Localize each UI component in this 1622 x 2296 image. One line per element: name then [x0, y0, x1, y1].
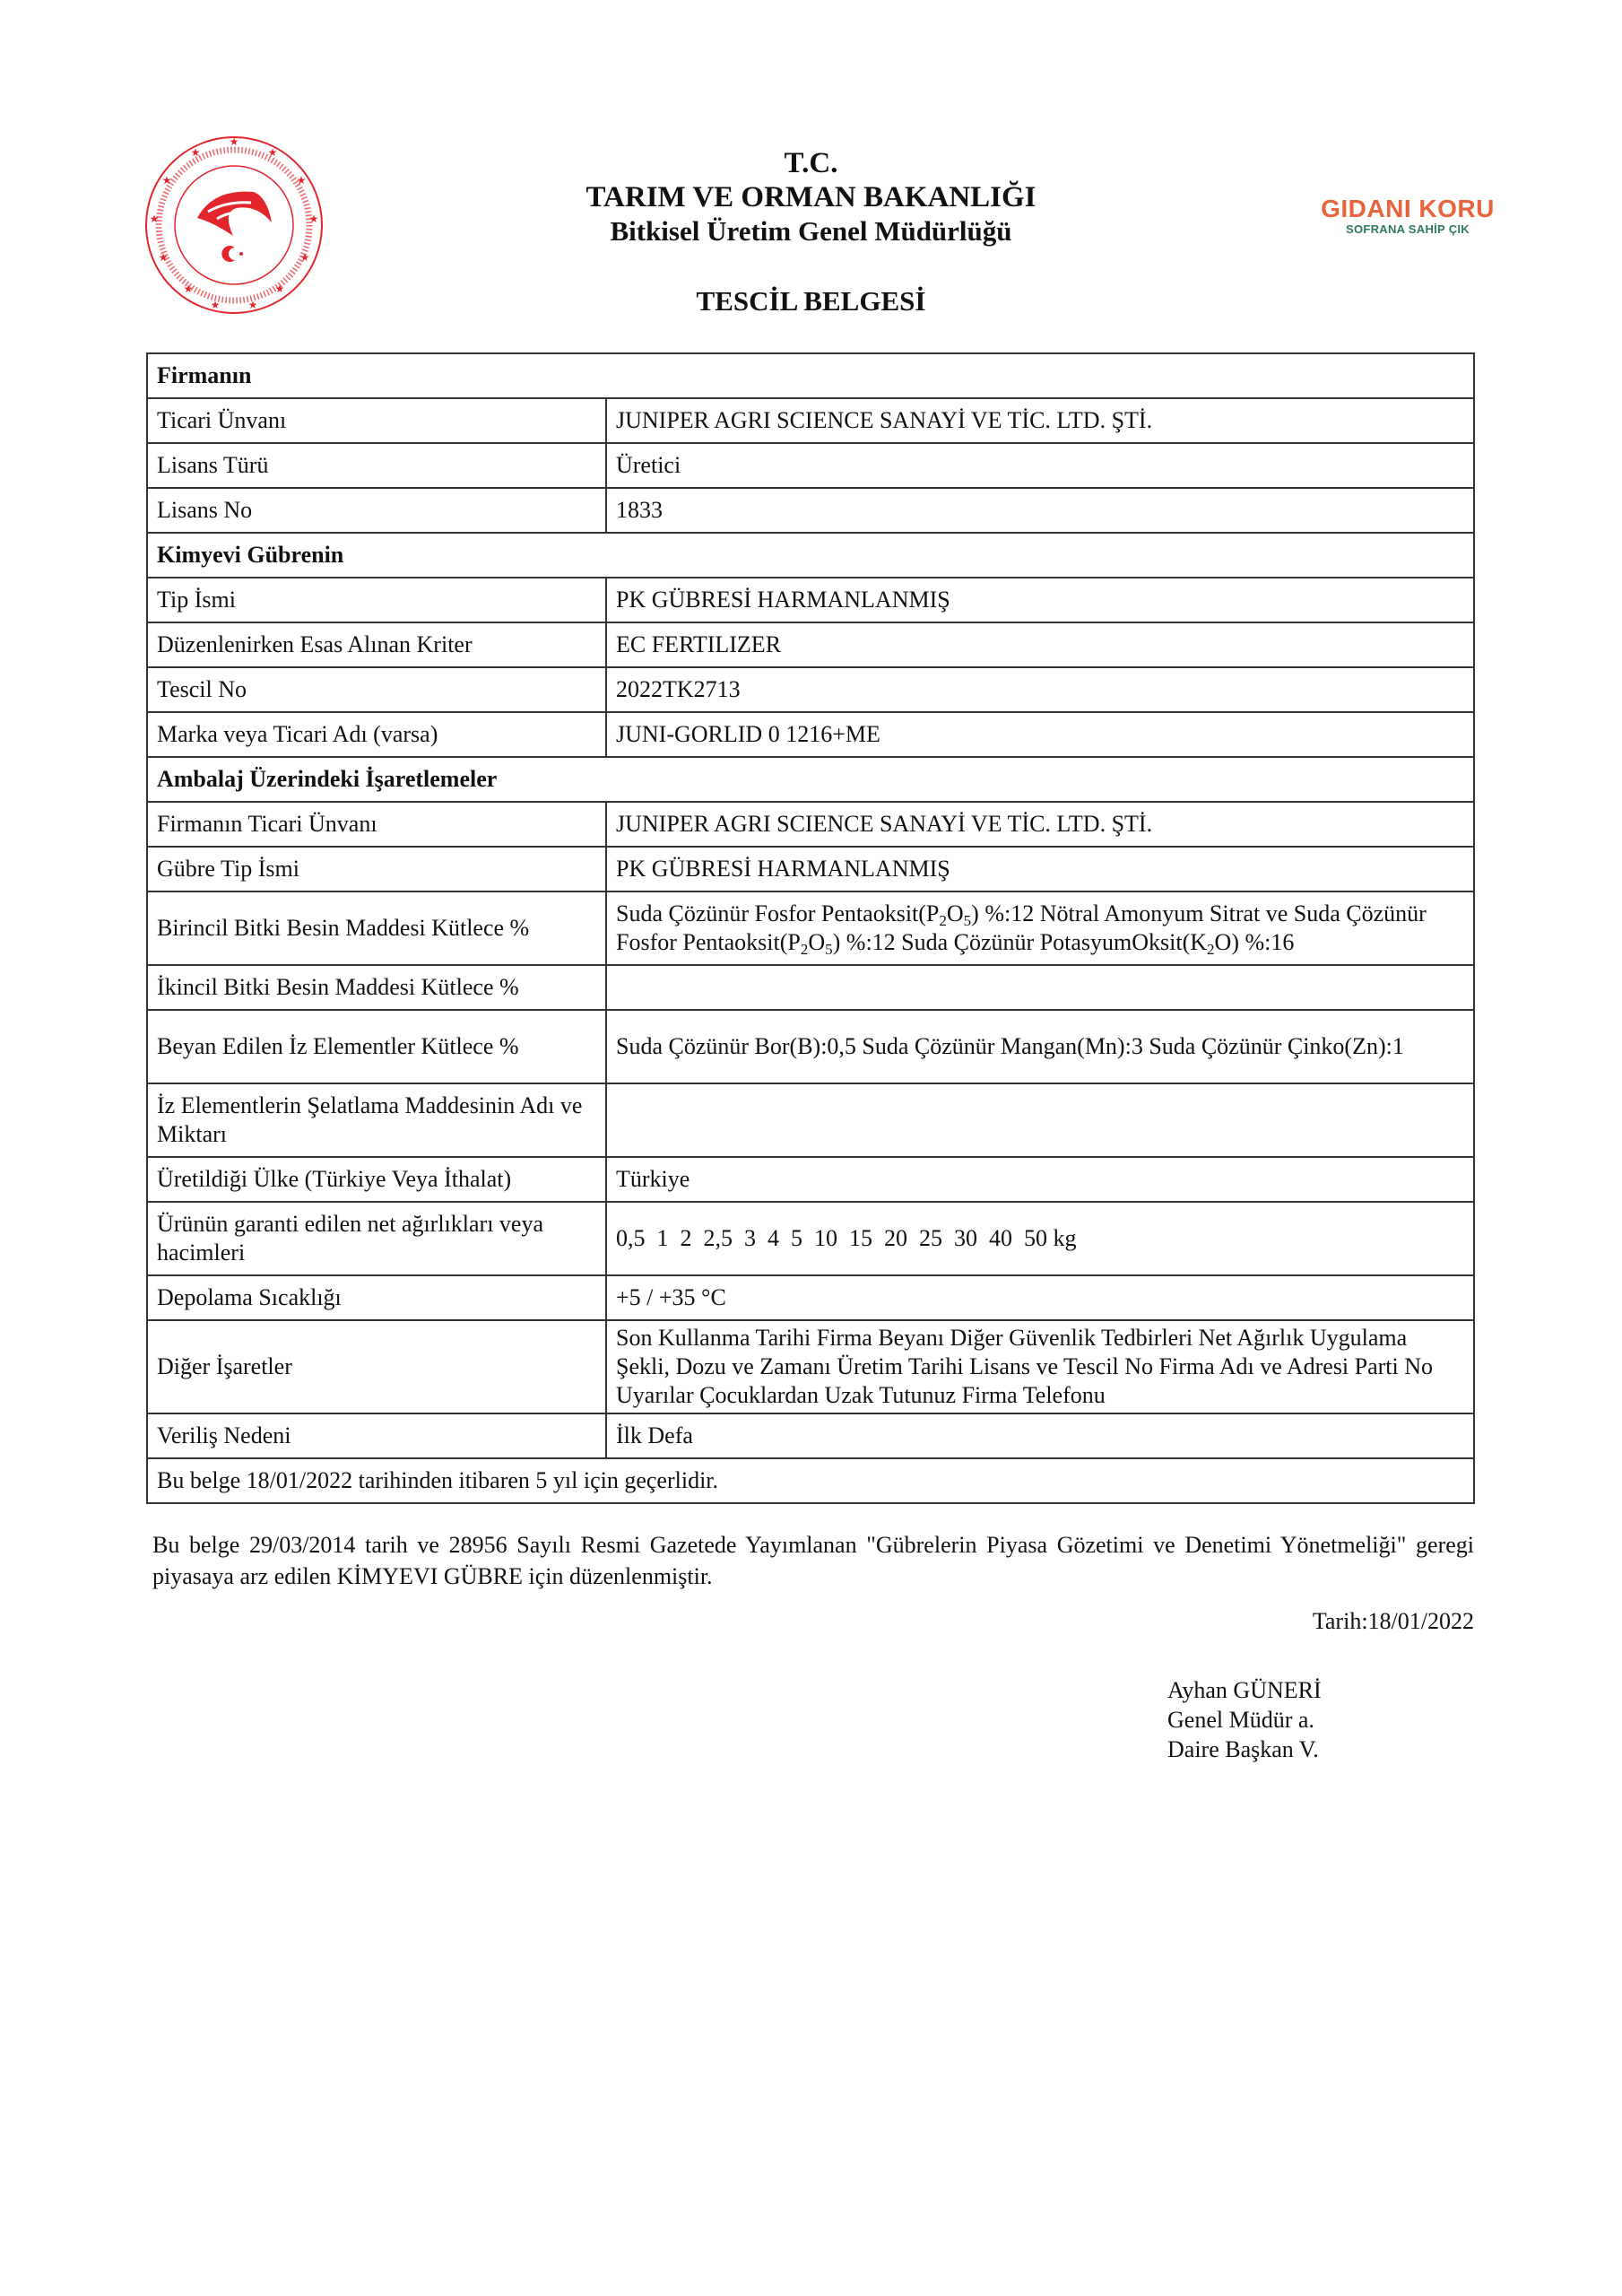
table-row: [147, 1275, 1474, 1320]
row-value: EC FERTILIZER: [606, 622, 1474, 667]
row-label: İkincil Bitki Besin Maddesi Kütlece %: [147, 965, 606, 1010]
row-value: JUNIPER AGRI SCIENCE SANAYİ VE TİC. LTD. ŞTİ.: [606, 398, 1474, 443]
header-department: Bitkisel Üretim Genel Müdürlüğü: [610, 215, 1012, 247]
document-header: [0, 146, 1622, 248]
subscript: 5: [825, 941, 833, 958]
row-label: Diğer İşaretler: [147, 1320, 606, 1413]
signatory-title: Daire Başkan V.: [1167, 1736, 1319, 1762]
subscript: 2: [939, 912, 947, 929]
value-text: Suda Çözünür Fosfor Pentaoksit(P: [616, 900, 940, 926]
row-label: Birincil Bitki Besin Maddesi Kütlece %: [147, 891, 606, 965]
section-title: Ambalaj Üzerindeki İşaretlemeler: [147, 757, 1474, 802]
row-label: Gübre Tip İsmi: [147, 847, 606, 891]
svg-text:★: ★: [210, 299, 221, 311]
row-value: 2022TK2713: [606, 667, 1474, 712]
row-label: Beyan Edilen İz Elementler Kütlece %: [147, 1010, 606, 1083]
row-label: İz Elementlerin Şelatlama Maddesinin Adı ve Miktarı: [147, 1083, 606, 1157]
table-row: [147, 712, 1474, 757]
svg-text:★: ★: [267, 146, 278, 159]
page-title: TESCİL BELGESİ: [696, 285, 926, 317]
subscript: 2: [1207, 941, 1215, 958]
row-label: Firmanın Ticari Ünvanı: [147, 802, 606, 847]
svg-text:★: ★: [274, 283, 285, 295]
table-row: [147, 847, 1474, 891]
value-text: O: [808, 929, 826, 955]
row-value: İlk Defa: [606, 1413, 1474, 1458]
row-label: Düzenlenirken Esas Alınan Kriter: [147, 622, 606, 667]
section-row-fertilizer: [147, 533, 1474, 578]
svg-text:★: ★: [149, 213, 160, 225]
row-label: Üretildiği Ülke (Türkiye Veya İthalat): [147, 1157, 606, 1202]
row-value: [606, 1083, 1474, 1157]
svg-text:★: ★: [158, 251, 169, 264]
svg-text:★: ★: [296, 174, 307, 187]
row-value: [606, 891, 1474, 965]
table-row: [147, 802, 1474, 847]
row-label: Lisans Türü: [147, 443, 606, 488]
table-row: [147, 667, 1474, 712]
validity-text: Bu belge 18/01/2022 tarihinden itibaren 5 yıl için geçerlidir.: [147, 1458, 1474, 1503]
signature-block: [1167, 1675, 1322, 1764]
table-row: [147, 1320, 1474, 1413]
table-row: [147, 622, 1474, 667]
table-row: [147, 578, 1474, 622]
value-text: O) %:16: [1214, 929, 1295, 955]
subscript: 2: [800, 941, 809, 958]
section-title: Firmanın: [147, 353, 1474, 398]
svg-text:★: ★: [299, 251, 310, 264]
row-value: PK GÜBRESİ HARMANLANMIŞ: [606, 847, 1474, 891]
row-value: Türkiye: [606, 1157, 1474, 1202]
svg-text:★: ★: [229, 135, 239, 148]
row-value: [606, 965, 1474, 1010]
section-row-packaging: [147, 757, 1474, 802]
svg-text:★: ★: [183, 283, 194, 295]
row-label: Tip İsmi: [147, 578, 606, 622]
brand-slogan: SOFRANA SAHİP ÇIK: [1345, 222, 1470, 236]
table-row: [147, 1413, 1474, 1458]
svg-text:★: ★: [308, 213, 319, 225]
row-value: Üretici: [606, 443, 1474, 488]
signatory-title: Genel Müdür a.: [1167, 1707, 1314, 1733]
row-label: Ürünün garanti edilen net ağırlıkları veya hacimleri: [147, 1202, 606, 1275]
issue-date: Tarih:18/01/2022: [1312, 1608, 1474, 1634]
table-row: [147, 1202, 1474, 1275]
row-label: Marka veya Ticari Adı (varsa): [147, 712, 606, 757]
regulation-note: Bu belge 29/03/2014 tarih ve 28956 Sayılı Resmi Gazetede Yayımlanan "Gübrelerin Piyasa Gözetimi ve Denetimi Yönetmeliği" geregi piyasaya arz edilen KİMYEVI GÜBRE için düzenlenmiştir.: [152, 1532, 1474, 1589]
row-label: Tescil No: [147, 667, 606, 712]
header-ministry: TARIM VE ORMAN BAKANLIĞI: [585, 181, 1037, 213]
row-value: JUNIPER AGRI SCIENCE SANAYİ VE TİC. LTD. ŞTİ.: [606, 802, 1474, 847]
row-value: PK GÜBRESİ HARMANLANMIŞ: [606, 578, 1474, 622]
table-row: [147, 891, 1474, 965]
table-row: [147, 398, 1474, 443]
row-value: Son Kullanma Tarihi Firma Beyanı Diğer Güvenlik Tedbirleri Net Ağırlık Uygulama Şekli, Dozu ve Zamanı Üretim Tarihi Lisans ve Tescil No Firma Adı ve Adresi Parti No Uyarılar Çocuklardan Uzak Tutunuz Firma Telefonu: [606, 1320, 1474, 1413]
table-row: [147, 965, 1474, 1010]
table-row: [147, 1010, 1474, 1083]
header-tc: T.C.: [784, 147, 838, 179]
value-text: ) %:12 Nötral Amonyum Sitrat ve Suda Çözünür Fosfor Pentaoksit(P: [616, 900, 1427, 955]
row-value: Suda Çözünür Bor(B):0,5 Suda Çözünür Mangan(Mn):3 Suda Çözünür Çinko(Zn):1: [606, 1010, 1474, 1083]
brand-name: GIDANI KORU: [1321, 195, 1495, 222]
table-row: [147, 1157, 1474, 1202]
registration-table: [146, 352, 1475, 1504]
table-row: [147, 1083, 1474, 1157]
row-value: +5 / +35 °C: [606, 1275, 1474, 1320]
svg-text:★: ★: [161, 174, 172, 187]
subscript: 5: [963, 912, 972, 929]
row-value: JUNI-GORLID 0 1216+ME: [606, 712, 1474, 757]
validity-row: [147, 1458, 1474, 1503]
value-text: ) %:12 Suda Çözünür PotasyumOksit(K: [832, 929, 1208, 955]
section-title: Kimyevi Gübrenin: [147, 533, 1474, 578]
row-label: Lisans No: [147, 488, 606, 533]
table-row: [147, 488, 1474, 533]
row-label: Ticari Ünvanı: [147, 398, 606, 443]
table-row: [147, 443, 1474, 488]
row-value: 0,5 1 2 2,5 3 4 5 10 15 20 25 30 40 50 kg: [606, 1202, 1474, 1275]
signatory-name: Ayhan GÜNERİ: [1167, 1677, 1322, 1703]
value-text: O: [946, 900, 964, 926]
row-label: Depolama Sıcaklığı: [147, 1275, 606, 1320]
svg-text:★: ★: [190, 146, 201, 159]
row-value: 1833: [606, 488, 1474, 533]
section-row-firm: [147, 353, 1474, 398]
svg-text:★: ★: [247, 299, 258, 311]
row-label: Veriliş Nedeni: [147, 1413, 606, 1458]
